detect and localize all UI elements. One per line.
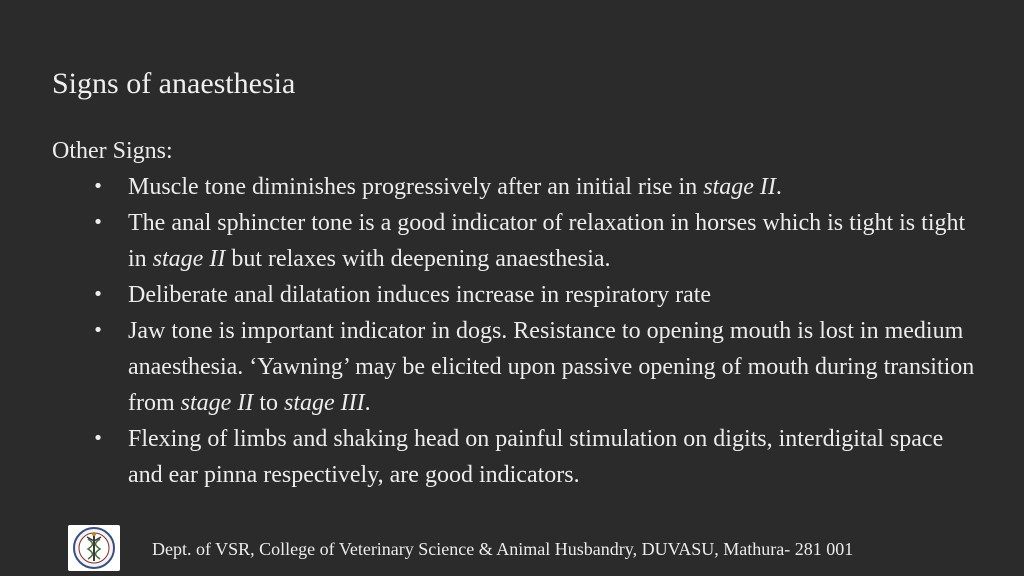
footer-text: Dept. of VSR, College of Veterinary Science & Animal Husbandry, DUVASU, Mathura- 281 001 <box>152 539 854 559</box>
bullet-list <box>52 169 982 493</box>
bullet-text: . <box>775 174 782 200</box>
bullet-item <box>52 313 982 421</box>
footer <box>68 525 968 571</box>
bullet-text: Muscle tone diminishes progressively after an initial rise in <box>128 174 704 200</box>
bullet-text: but relaxes with deepening anaesthesia. <box>225 246 611 272</box>
bullet-marker: • <box>92 284 104 305</box>
slide-title: Signs of anaesthesia <box>52 67 296 100</box>
bullet-marker: • <box>92 176 104 197</box>
bullet-text-italic: stage III <box>283 390 365 416</box>
bullet-item <box>52 169 982 205</box>
bullet-item <box>52 205 982 277</box>
bullet-text: . <box>364 390 371 416</box>
bullet-text: The anal sphincter tone is a good indicator of relaxation in horses which is tight is tight in <box>128 210 966 272</box>
bullet-text: Flexing of limbs and shaking head on painful stimulation on digits, interdigital space and ear pinna respectively, are good indicators. <box>128 426 944 488</box>
bullet-item <box>52 421 982 493</box>
bullet-text-italic: stage II <box>152 246 226 272</box>
bullet-text: to <box>253 390 284 416</box>
university-emblem-icon <box>68 525 120 571</box>
bullet-text: Deliberate anal dilatation induces increase in respiratory rate <box>128 282 712 308</box>
bullet-marker: • <box>92 428 104 449</box>
other-signs-heading: Other Signs: <box>52 138 173 164</box>
bullet-marker: • <box>92 212 104 233</box>
bullet-marker: • <box>92 320 104 341</box>
bullet-text-italic: stage II <box>703 174 776 200</box>
bullet-item <box>52 277 982 313</box>
bullet-text-italic: stage II <box>180 390 254 416</box>
bullet-text: Jaw tone is important indicator in dogs. Resistance to opening mouth is lost in medium anaesthesia. ‘Yawning’ may be elicited upon passive opening of mouth during transition from <box>128 318 975 416</box>
